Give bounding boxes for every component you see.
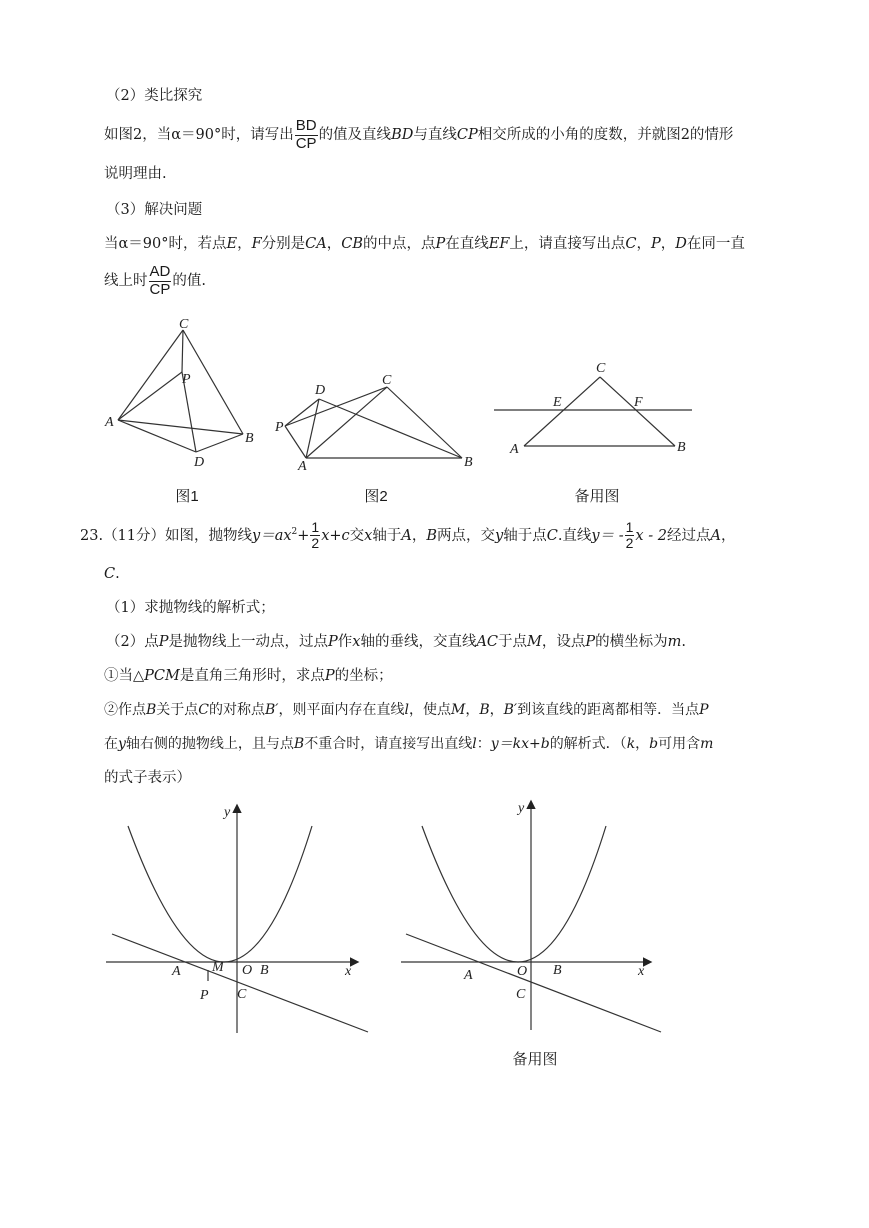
- graph1-label-o: O: [242, 963, 253, 978]
- fraction-line-slope: $\frac{1}{2}$: [625, 519, 634, 552]
- q23-case1: ①当△PCM是直角三角形时，求点P的坐标；: [104, 668, 393, 684]
- graph2-label-a: A: [464, 968, 473, 983]
- fig1-label-c: C: [179, 317, 189, 332]
- graph-1: [100, 798, 380, 1043]
- part2-continuation: 说明理由.: [104, 166, 167, 182]
- part3-continuation: 线上时 $\frac{AD}{CP}$ 的值.: [104, 263, 206, 298]
- figure-2: [270, 368, 480, 473]
- fig1-label-b: B: [245, 431, 254, 446]
- fig2-caption: 图2: [364, 488, 388, 505]
- graph2-label-c: C: [516, 987, 526, 1002]
- figure-3-spare: [490, 355, 700, 460]
- fig1-label-p: P: [182, 372, 191, 387]
- q23-sub1: （1）求抛物线的解析式；: [106, 600, 275, 616]
- graph1-y-label: y: [224, 805, 231, 820]
- q23-sub2: （2）点P是抛物线上一动点，过点P作x轴的垂线，交直线AC于点M，设点P的横坐标为m.: [106, 634, 687, 650]
- fig1-label-a: A: [105, 415, 114, 430]
- fig2-label-d: D: [315, 383, 326, 398]
- graph2-label-b: B: [553, 963, 562, 978]
- fig2-label-a: A: [298, 459, 307, 473]
- fig3-label-b: B: [677, 440, 686, 455]
- graph2-label-o: O: [517, 964, 528, 979]
- fig3-label-e: E: [553, 395, 562, 410]
- q23-case2: ②作点B关于点C的对称点B′，则平面内存在直线l，使点M，B，B′到该直线的距离都相等．当点P: [104, 702, 709, 718]
- fig1-label-d: D: [194, 455, 205, 470]
- graph1-label-c: C: [237, 987, 247, 1002]
- graph1-label-p: P: [200, 988, 209, 1003]
- q23-stem-cont: C.: [104, 566, 120, 582]
- graph2-x-label: x: [638, 964, 645, 979]
- fig2-label-p: P: [275, 420, 284, 435]
- graph1-label-a: A: [172, 964, 181, 979]
- graph2-caption: 备用图: [512, 1051, 558, 1068]
- graph2-y-label: y: [518, 801, 525, 816]
- fig1-caption: 图1: [175, 488, 199, 505]
- graph1-x-label: x: [345, 964, 352, 979]
- part3-heading: （3）解决问题: [106, 202, 203, 218]
- fraction-one-half: $\frac{1}{2}$: [311, 519, 320, 552]
- figure-1: [100, 312, 270, 472]
- q23-stem: 23.（11分）如图，抛物线$y=ax^2+$ $\frac{1}{2}$ x+c交x轴于A，B两点，交y轴于点C.直线y＝ - $\frac{1}{2}$ x - 2经过点A，: [80, 519, 736, 552]
- graph1-label-b: B: [260, 963, 269, 978]
- part2-heading: （2）类比探究: [106, 88, 203, 104]
- fraction-bd-cp: $\frac{BD}{CP}$: [295, 117, 317, 152]
- part2-question: 如图2，当α＝90°时，请写出 $\frac{BD}{CP}$ 的值及直线BD与直线CP相交所成的小角的度数，并就图2的情形: [104, 117, 734, 152]
- fig2-label-c: C: [382, 373, 392, 388]
- fig3-label-c: C: [596, 361, 606, 376]
- graph1-label-m: M: [212, 960, 224, 975]
- fig3-label-a: A: [510, 442, 519, 457]
- part3-question: 当α＝90°时，若点E，F分别是CA，CB的中点，点P在直线EF上，请直接写出点C，P，D在同一直: [104, 236, 745, 252]
- fraction-ad-cp: $\frac{AD}{CP}$: [149, 263, 171, 298]
- fig3-caption: 备用图: [574, 488, 620, 505]
- fig3-label-f: F: [634, 395, 643, 410]
- graph-2-spare: [395, 794, 670, 1039]
- fig2-label-b: B: [464, 455, 473, 470]
- q23-case2-cont: 在y轴右侧的抛物线上，且与点B不重合时，请直接写出直线l：y＝kx+b的解析式．（k，b可用含m: [104, 736, 714, 752]
- q23-case2-cont2: 的式子表示）: [104, 770, 191, 786]
